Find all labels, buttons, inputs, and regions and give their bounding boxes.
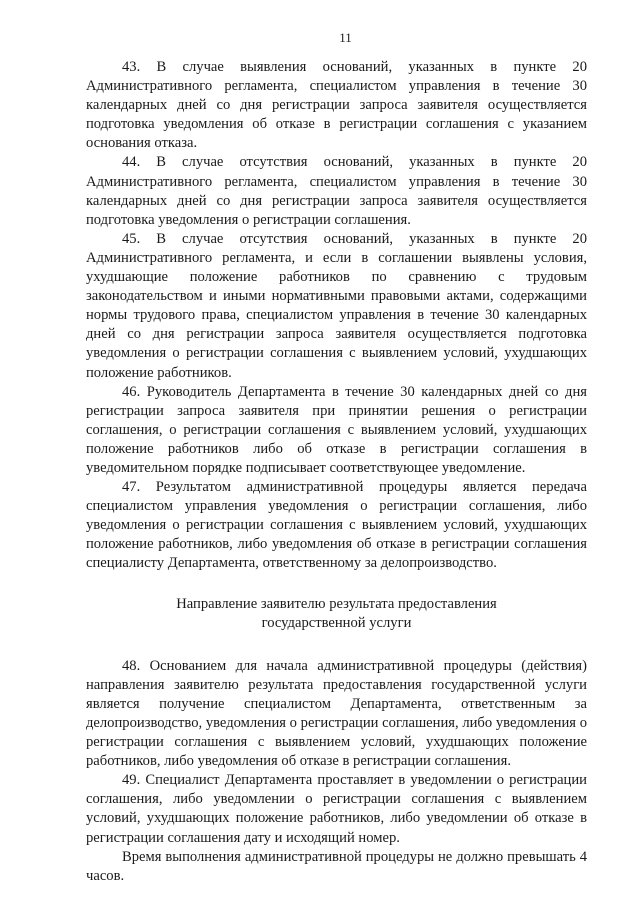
section-heading-line-1: Направление заявителю результата предоставления	[176, 595, 497, 612]
paragraph-45: 45. В случае отсутствия оснований, указанных в пункте 20 Административного регламента, и если в соглашении выявлены условия, ухудшающие положение работников по сравнению с трудовым законодательством и иными нормативными правовыми актами, содержащими нормы трудового права, специалистом управления в течение 30 календарных дней со дня регистрации запроса заявителя осуществляется подготовка уведомления о регистрации соглашения с выявлением условий, ухудшающих положение работников.	[86, 230, 587, 381]
paragraphs-after-heading	[86, 657, 587, 886]
paragraphs-before-heading	[86, 58, 587, 574]
section-heading-line-2: государственной услуги	[261, 614, 412, 631]
paragraph-time-limit: Время выполнения административной процедуры не должно превышать 4 часов.	[86, 848, 587, 884]
paragraph-48: 48. Основанием для начала административной процедуры (действия) направления заявителю результата предоставления государственной услуги является получение специалистом Департамента, ответственным за делопроизводство, уведомления о регистрации соглашения, либо уведомления о регистрации соглашения с выявлением условий, ухудшающих положение работников, либо уведомления об отказе в регистрации соглашения.	[86, 657, 587, 770]
paragraph-49: 49. Специалист Департамента проставляет в уведомлении о регистрации соглашения, либо уведомлении о регистрации соглашения с выявлением условий, ухудшающих положение работников, либо уведомлении об отказе в регистрации соглашения дату и исходящий номер.	[86, 772, 587, 846]
paragraph-43: 43. В случае выявления оснований, указанных в пункте 20 Административного регламента, специалистом управления в течение 30 календарных дней со дня регистрации запроса заявителя осуществляется подготовка уведомления об отказе в регистрации соглашения с указанием основания отказа.	[86, 59, 587, 152]
paragraph-47: 47. Результатом административной процедуры является передача специалистом управления уведомления о регистрации соглашения, либо уведомления о регистрации соглашения с выявлением условий, ухудшающих положение работников, либо уведомления об отказе в регистрации соглашения специалисту Департамента, ответственному за делопроизводство.	[86, 479, 587, 572]
paragraph-44: 44. В случае отсутствия оснований, указанных в пункте 20 Административного регламента, специалистом управления в течение 30 календарных дней со дня регистрации запроса заявителя осуществляется подготовка уведомления о регистрации соглашения.	[86, 154, 587, 228]
section-heading	[86, 595, 587, 633]
page-number: 11	[339, 30, 352, 45]
paragraph-46: 46. Руководитель Департамента в течение 30 календарных дней со дня регистрации запроса заявителя при принятии решения о регистрации соглашения, о регистрации соглашения с выявлением условий, ухудшающих положение работников либо об отказе в регистрации соглашения в уведомительном порядке подписывает соответствующее уведомление.	[86, 383, 587, 476]
